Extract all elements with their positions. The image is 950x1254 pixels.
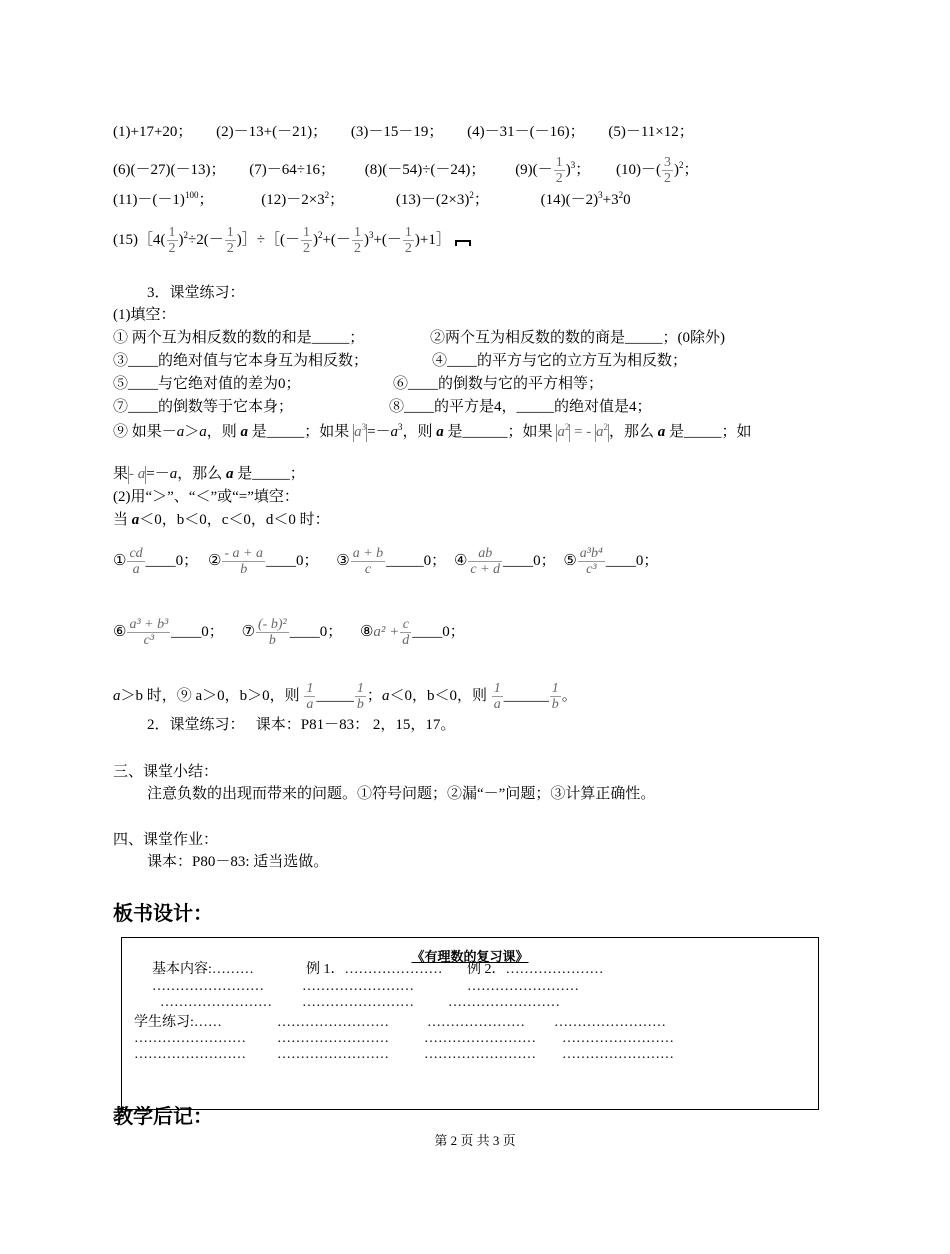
problem-8: (8)(－54)÷(－24)； [364,161,486,178]
page-footer: 第 2 页 共 3 页 [434,1133,516,1148]
problem-15: (15)［4( $\frac{1}{2}$ )$^2$÷2(－ $\frac{1}{2}$ )］÷［(－ $\frac{1}{2}$ )$^2$+(－ $\frac{1}{2}$ )$^3$+(－ $\frac{1}{2}$ )+1］ [113,225,471,256]
textbook-practice: 2．课堂练习： 课本：P81－83： 2，15，17。 [147,717,456,733]
problem-row-2 [113,155,698,186]
compare-row-2 [113,617,465,648]
fill-line-1: ① 两个互为相反数的数的和是_____； [113,330,365,346]
fill-line-2b: ④____的平方与它的立方互为相反数； [432,353,688,369]
fill-line-3b: ⑥____的倒数与它的平方相等； [393,376,604,392]
problem-9: (9)(－ $\frac{1}{2}$ )$^3$； [515,155,591,186]
problem-10: (10)－( $\frac{3}{2}$ )$^2$； [615,155,699,186]
fill-line-2: ③____的绝对值与它本身互为相反数； [113,353,369,369]
compare-label: (2)用“＞”、“＜”或“=”填空： [113,489,299,505]
expr-5: ⑤ $\frac{\text{a³b⁴}}{\text{c³}}$ ____0； [563,546,659,577]
board-text: 例 1．………………… [306,962,443,977]
problem-row-3 [113,190,631,210]
board-dots: …………………… [152,979,264,994]
board-dots: …………………… [134,1047,246,1062]
board-dots: …………………… [302,995,414,1010]
problem-3: (3)－15－19； [350,124,444,140]
board-dots: …………………… [448,995,560,1010]
expr-7: ⑦ $\frac{\text{(- b)²}}{b}$ ____0； [241,617,343,648]
board-title: 《有理数的复习课》 [411,950,529,965]
expr-8: ⑧a² + $\frac{c}{d}$ ____0； [359,617,465,648]
end-of-block-mark [455,240,471,246]
fill-line-6: 果- a=－a，那么 a 是_____； [113,466,305,482]
board-heading: 板书设计： [113,901,213,925]
expr-6: ⑥ $\frac{\text{a³ + b³}}{\text{c³}}$ ____0； [113,617,224,648]
homework-heading: 四、课堂作业： [113,832,219,848]
problem-5: (5)－11×12； [608,124,694,140]
reciprocal-line: a＞b 时，⑨ a＞0，b＞0，则 $\frac{1}{a}$ _____ $\frac{1}{b}$ ；a＜0，b＜0，则 $\frac{1}{a}$ ______ $\frac{1}{b}$ 。 [113,681,577,712]
problem-12: $(12)-2\times 3^2$； [261,190,345,208]
problem-7: (7)－64÷16； [249,161,335,178]
problem-2: (2)－13+(－21)； [216,124,328,140]
board-dots: …………………… [302,979,414,994]
problem-13: $(13)-(2\times 3)^2$； [395,190,489,208]
homework-text: 课本：P80－83: 适当选做。 [147,854,329,870]
problem-11: $(11)-(-1)^{100}$； [113,190,214,208]
fill-line-4b: ⑧____的平方是4，_____的绝对值是4； [389,399,652,415]
board-design-box [121,937,819,1110]
board-dots: …………………… [134,1031,246,1046]
board-dots: …………………… [554,1015,666,1030]
fill-line-4: ⑦____的倒数等于它本身； [113,399,294,415]
expr-3: ③ $\frac{a + b}{c}$ _____0； [336,546,447,577]
board-dots: …………………… [277,1031,389,1046]
board-dots: …………………… [424,1031,536,1046]
fill-line-5: ⑨ 如果－a＞a，则 a 是_____；如果 $a^3=-a^3$，则 a 是______；如果 $a^2$ = - $a^2$，那么 a 是_____；如 [113,422,752,440]
condition-line: 当 a＜0，b＜0，c＜0，d＜0 时： [113,512,330,528]
problem-14: $(14)(-2)^3+3^20$ [540,190,631,208]
expr-2: ② $\frac{- a + a}{b}$ ____0； [207,546,319,577]
problem-1: (1)+17+20； [113,124,193,140]
problem-row-1 [113,122,694,142]
problem-4: (4)－31－(－16)； [467,124,585,140]
expr-1: ① $\frac{cd}{a}$ ____0； [113,546,199,577]
compare-row-1 [113,546,658,577]
fill-line-3: ⑤____与它绝对值的差为0； [113,376,301,392]
board-text: 基本内容:……… [152,962,254,977]
board-text: 学生练习:…… [134,1015,222,1030]
board-dots: …………………… [467,979,579,994]
board-dots: …………………… [160,995,272,1010]
fill-line-1b: ②两个互为相反数的数的商是_____；(0除外) [430,330,725,346]
summary-text: 注意负数的出现而带来的问题。①符号问题；②漏“－”问题；③计算正确性。 [147,786,656,802]
board-dots: ………………… [427,1015,525,1030]
board-dots: …………………… [562,1047,674,1062]
board-dots: …………………… [277,1047,389,1062]
practice-heading: 3．课堂练习： [147,285,245,301]
fill-label: (1)填空： [113,307,176,323]
expr-4: ④ $\frac{ab}{c + d}$ ____0； [453,546,556,577]
board-dots: …………………… [562,1031,674,1046]
board-text: 例 2．………………… [467,962,604,977]
problem-6: (6)(－27)(－13)； [113,161,226,178]
board-dots: …………………… [424,1047,536,1062]
summary-heading: 三、课堂小结： [113,764,219,780]
afterword-heading: 教学后记： [113,1104,213,1128]
board-dots: …………………… [277,1015,389,1030]
